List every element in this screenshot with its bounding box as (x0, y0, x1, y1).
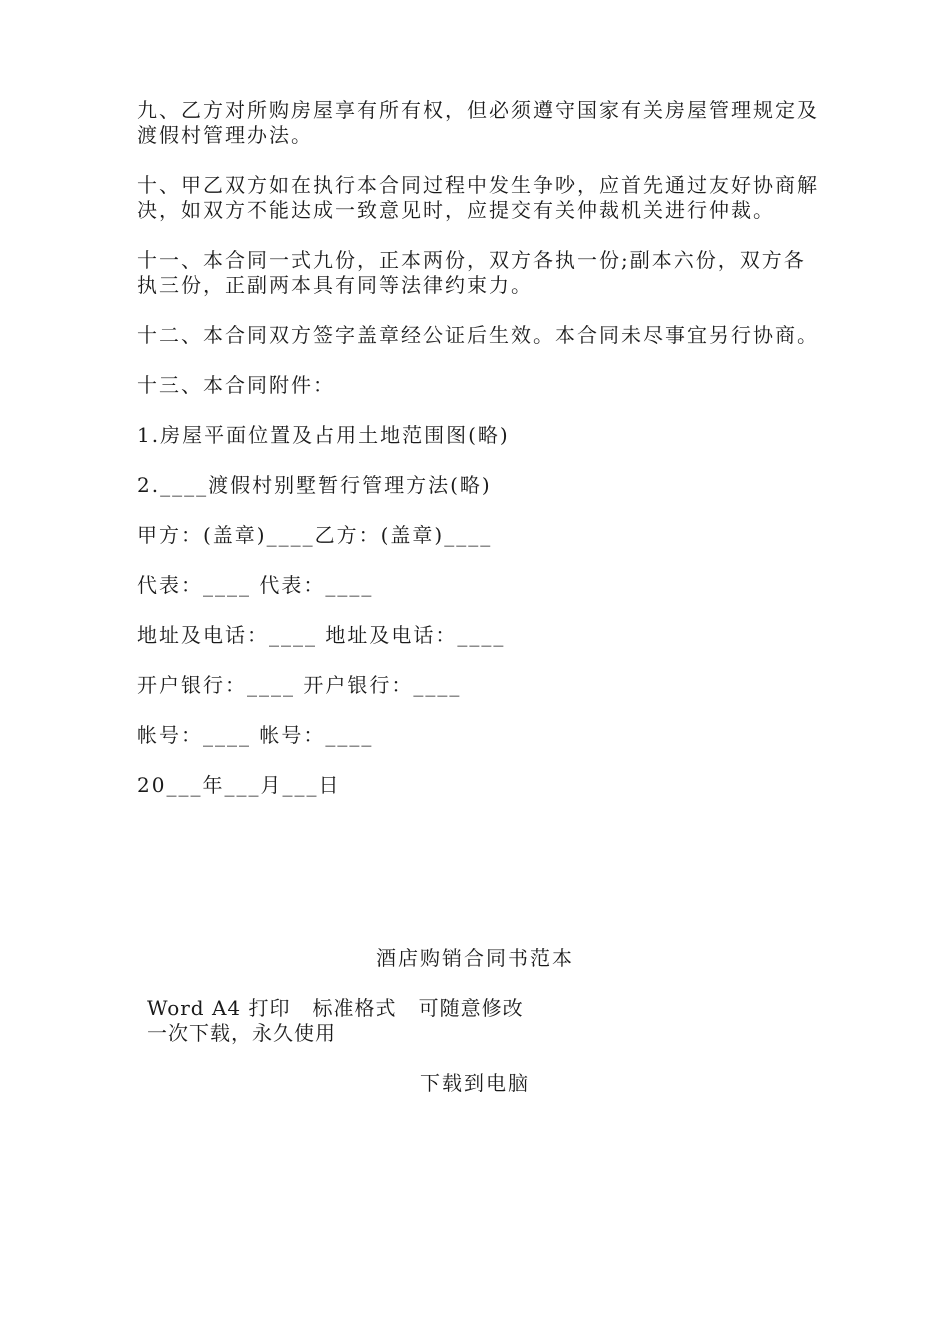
signature-address-phone: 地址及电话：____ 地址及电话：____ (137, 623, 506, 647)
clause-11: 十一、本合同一式九份，正本两份，双方各执一份;副本六份，双方各执三份，正副两本具有同等法律约束力。 (137, 248, 806, 297)
promo-usage: 一次下载，永久使用 (147, 1021, 336, 1045)
attachment-2: 2.____渡假村别墅暂行管理方法(略) (137, 473, 492, 497)
download-link[interactable]: 下载到电脑 (420, 1071, 530, 1095)
promo-features: Word A4 打印 标准格式 可随意修改 (147, 996, 524, 1020)
signature-parties: 甲方：(盖章)____乙方：(盖章)____ (137, 523, 493, 547)
clause-12: 十二、本合同双方签字盖章经公证后生效。本合同未尽事宜另行协商。 (137, 323, 819, 347)
signature-bank: 开户银行：____ 开户银行：____ (137, 673, 462, 697)
signature-representative: 代表：____ 代表：____ (137, 573, 374, 597)
signature-date: 20___年___月___日 (137, 773, 341, 797)
clause-10: 十、甲乙双方如在执行本合同过程中发生争吵，应首先通过友好协商解决，如双方不能达成一致意见时，应提交有关仲裁机关进行仲裁。 (137, 173, 819, 222)
clause-9: 九、乙方对所购房屋享有所有权，但必须遵守国家有关房屋管理规定及渡假村管理办法。 (137, 98, 819, 147)
clause-13: 十三、本合同附件： (137, 373, 335, 397)
attachment-1: 1.房屋平面位置及占用土地范围图(略) (137, 423, 510, 447)
promo-title: 酒店购销合同书范本 (376, 946, 574, 970)
signature-account: 帐号：____ 帐号：____ (137, 723, 374, 747)
